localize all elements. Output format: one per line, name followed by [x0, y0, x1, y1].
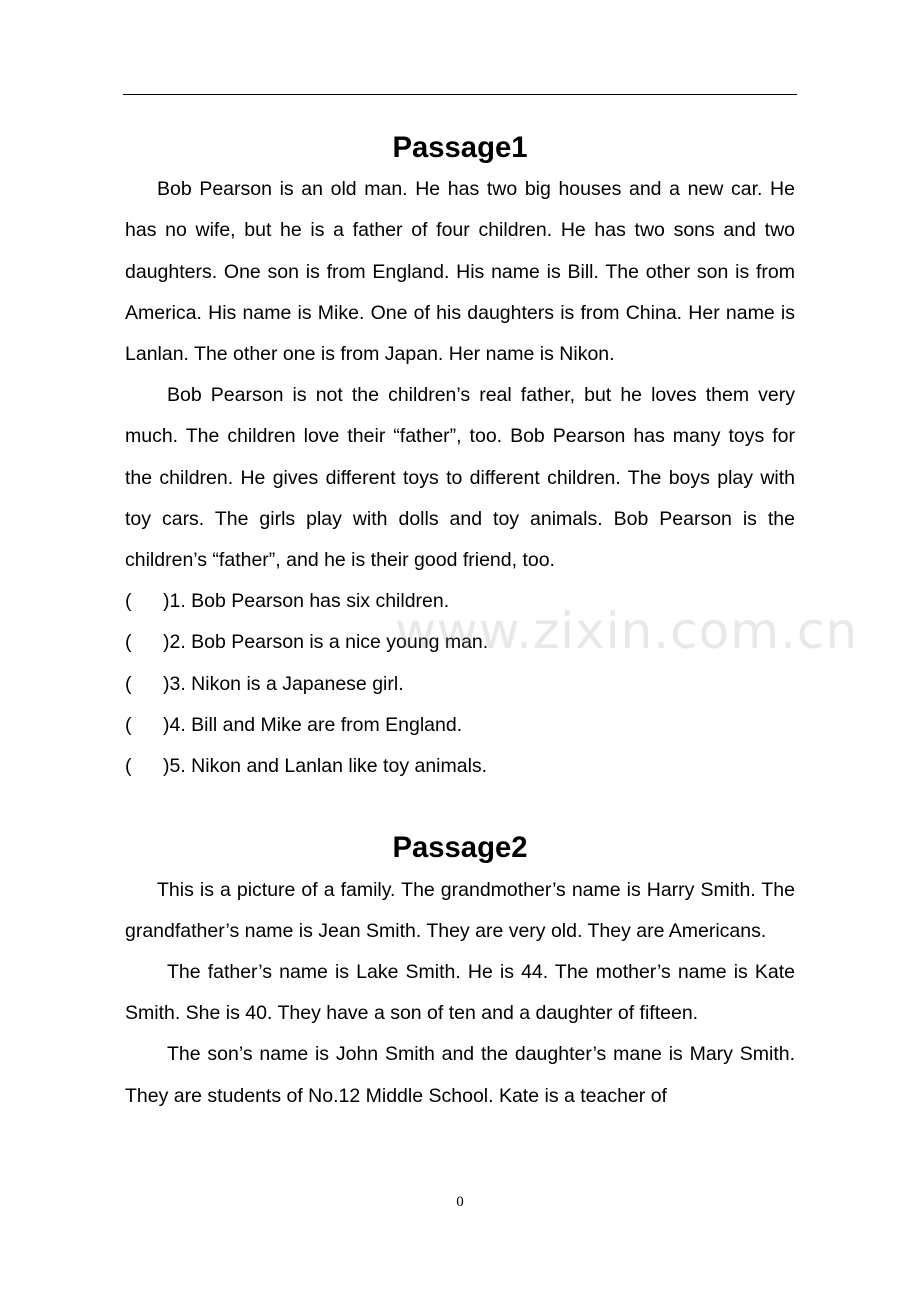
question-5: [125, 746, 795, 787]
page-number: 0: [456, 1194, 464, 1210]
passage2-paragraph-3: The son’s name is John Smith and the daughter’s mane is Mary Smith. They are students of No.12 Middle School. Kate is a teacher of: [125, 1043, 795, 1107]
question-3: [125, 664, 795, 705]
document-body: [125, 128, 795, 1117]
question-text: )2. Bob Pearson is a nice young man.: [163, 631, 489, 654]
passage1-paragraph-1: Bob Pearson is an old man. He has two big houses and a new car. He has no wife, but he is a father of four children. He has two sons and two daughters. One son is from England. His name is Bill. The other son is from America. His name is Mike. One of his daughters is from China. Her name is Lanlan. The other one is from Japan. Her name is Nikon.: [125, 178, 795, 366]
header-rule: [123, 94, 797, 95]
passage1-paragraph-2: Bob Pearson is not the children’s real father, but he loves them very much. The children love their “father”, too. Bob Pearson has many toys for the children. He gives different toys to different children. The boys play with toy cars. The girls play with dolls and toy animals. Bob Pearson is the children’s “father”, and he is their good friend, too.: [125, 384, 795, 572]
answer-bracket[interactable]: (: [125, 590, 132, 613]
answer-bracket[interactable]: (: [125, 672, 132, 695]
passage2-paragraph-1: This is a picture of a family. The grandmother’s name is Harry Smith. The grandfather’s name is Jean Smith. They are very old. They are Americans.: [125, 878, 795, 942]
passage2-paragraph-2: The father’s name is Lake Smith. He is 44. The mother’s name is Kate Smith. She is 40. They have a son of ten and a daughter of fifteen.: [125, 961, 795, 1025]
watermark: www.zixin.com.cn: [395, 602, 859, 660]
question-text: )4. Bill and Mike are from England.: [163, 713, 463, 736]
answer-bracket[interactable]: (: [125, 631, 132, 654]
question-text: )5. Nikon and Lanlan like toy animals.: [163, 755, 488, 778]
answer-bracket[interactable]: (: [125, 713, 132, 736]
question-text: )1. Bob Pearson has six children.: [163, 590, 450, 613]
question-2: [125, 622, 795, 663]
passage1-title: Passage1: [392, 132, 528, 164]
question-1: [125, 581, 795, 622]
answer-bracket[interactable]: (: [125, 755, 132, 778]
passage2-title: Passage2: [392, 832, 528, 865]
question-4: [125, 705, 795, 746]
passage1-questions: [125, 581, 795, 787]
question-text: )3. Nikon is a Japanese girl.: [163, 672, 404, 695]
section-spacer: [125, 787, 795, 828]
